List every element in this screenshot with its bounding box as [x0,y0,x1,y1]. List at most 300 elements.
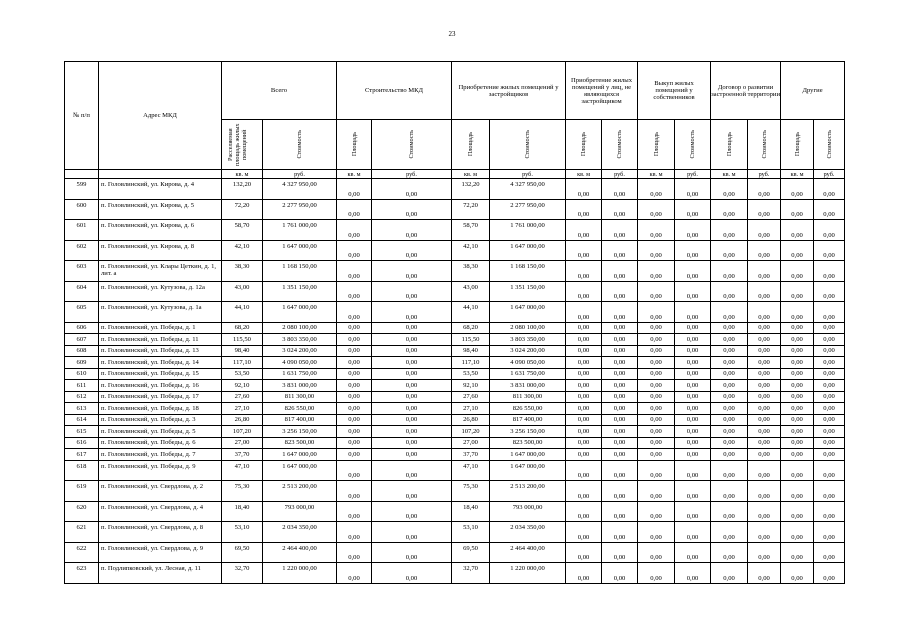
row-developer-area: 44,10 [452,302,490,323]
table-row [65,380,845,392]
row-zero: 0,00 [638,261,675,282]
subheader-cell-cost [602,120,638,170]
row-zero: 0,00 [602,449,638,461]
row-address: п. Головлинский, ул. Клары Цеткин, д. 1, лит. а [99,261,222,282]
row-total-cost: 1 761 000,00 [263,220,337,241]
row-zero: 0,00 [781,449,814,461]
row-developer-area: 53,10 [452,522,490,543]
row-zero: 0,00 [711,368,748,380]
subheader-cost: Стоимость [689,130,697,159]
row-zero: 0,00 [372,481,452,502]
subheader-cell-area [711,120,748,170]
row-zero: 0,00 [566,240,602,261]
row-zero: 0,00 [602,368,638,380]
row-zero: 0,00 [566,368,602,380]
row-total-cost: 1 647 000,00 [263,449,337,461]
row-zero: 0,00 [711,542,748,563]
row-zero: 0,00 [675,542,711,563]
row-zero: 0,00 [638,334,675,346]
row-zero: 0,00 [781,437,814,449]
row-zero: 0,00 [372,281,452,302]
row-zero: 0,00 [781,391,814,403]
row-zero: 0,00 [675,179,711,200]
row-zero: 0,00 [748,460,781,481]
row-zero: 0,00 [675,368,711,380]
row-zero: 0,00 [711,449,748,461]
table-row [65,542,845,563]
row-developer-cost: 3 831 000,00 [490,380,566,392]
row-zero: 0,00 [372,522,452,543]
row-zero: 0,00 [638,522,675,543]
row-total-cost: 1 351 150,00 [263,281,337,302]
row-zero: 0,00 [711,522,748,543]
row-zero: 0,00 [711,334,748,346]
subheader-cell-cost [675,120,711,170]
row-zero: 0,00 [566,199,602,220]
row-zero: 0,00 [638,391,675,403]
row-zero: 0,00 [711,220,748,241]
row-zero: 0,00 [814,302,845,323]
row-address: п. Головлинский, ул. Победы, д. 18 [99,403,222,415]
row-developer-cost: 1 168 150,00 [490,261,566,282]
row-zero: 0,00 [814,322,845,334]
row-total-cost: 1 647 000,00 [263,460,337,481]
row-address: п. Головлинский, ул. Победы, д. 7 [99,449,222,461]
row-zero: 0,00 [814,460,845,481]
row-number: 601 [65,220,99,241]
row-zero: 0,00 [748,220,781,241]
row-zero: 0,00 [675,449,711,461]
row-developer-cost: 4 090 050,00 [490,357,566,369]
row-total-cost: 2 277 950,00 [263,199,337,220]
row-total-cost: 3 831 000,00 [263,380,337,392]
row-total-cost: 2 513 200,00 [263,481,337,502]
table-row [65,449,845,461]
row-developer-cost: 3 024 200,00 [490,345,566,357]
row-zero: 0,00 [638,403,675,415]
table-row [65,501,845,522]
row-zero: 0,00 [781,357,814,369]
row-zero: 0,00 [675,426,711,438]
row-number: 605 [65,302,99,323]
row-total-cost: 1 631 750,00 [263,368,337,380]
header-group-construction: Строительство МКД [337,62,452,120]
table-row [65,368,845,380]
row-total-area: 68,20 [222,322,263,334]
table-header [65,62,845,179]
row-zero: 0,00 [372,357,452,369]
row-zero: 0,00 [566,345,602,357]
subheader-cell-cost [372,120,452,170]
row-zero: 0,00 [711,199,748,220]
row-zero: 0,00 [711,240,748,261]
row-zero: 0,00 [675,481,711,502]
row-zero: 0,00 [372,460,452,481]
row-zero: 0,00 [748,380,781,392]
row-zero: 0,00 [814,481,845,502]
header-group-total: Всего [222,62,337,120]
row-developer-cost: 793 000,00 [490,501,566,522]
table-row [65,334,845,346]
row-number: 616 [65,437,99,449]
row-zero: 0,00 [748,522,781,543]
row-zero: 0,00 [781,322,814,334]
row-zero: 0,00 [638,199,675,220]
row-address: п. Головлинский, ул. Свердлова, д. 9 [99,542,222,563]
subheader-cost: Стоимость [524,130,532,159]
row-zero: 0,00 [602,199,638,220]
row-developer-cost: 3 803 350,00 [490,334,566,346]
subheader-cell-cost [490,120,566,170]
row-address: п. Головлинский, ул. Победы, д. 1 [99,322,222,334]
row-zero: 0,00 [602,501,638,522]
subheader-cell-cost [263,120,337,170]
subheader-cost: Стоимость [616,130,624,159]
row-zero: 0,00 [566,481,602,502]
row-zero: 0,00 [781,179,814,200]
row-total-area: 42,10 [222,240,263,261]
subheader-area: Площадь [725,132,733,157]
row-zero: 0,00 [602,522,638,543]
row-zero: 0,00 [711,563,748,584]
row-zero: 0,00 [638,380,675,392]
row-zero: 0,00 [781,426,814,438]
row-zero: 0,00 [372,426,452,438]
row-developer-area: 72,20 [452,199,490,220]
row-zero: 0,00 [337,501,372,522]
row-zero: 0,00 [337,426,372,438]
row-address: п. Подлипковский, ул. Лесная, д. 11 [99,563,222,584]
row-zero: 0,00 [638,322,675,334]
unit-area: кв. м [222,170,263,179]
row-zero: 0,00 [566,437,602,449]
row-zero: 0,00 [748,481,781,502]
row-zero: 0,00 [337,322,372,334]
row-zero: 0,00 [602,563,638,584]
row-zero: 0,00 [781,281,814,302]
row-zero: 0,00 [675,522,711,543]
row-zero: 0,00 [748,261,781,282]
row-zero: 0,00 [781,501,814,522]
unit-empty [99,170,222,179]
row-total-area: 72,20 [222,199,263,220]
table-row [65,403,845,415]
row-developer-cost: 811 300,00 [490,391,566,403]
row-zero: 0,00 [675,261,711,282]
row-zero: 0,00 [372,380,452,392]
row-zero: 0,00 [566,501,602,522]
row-developer-area: 58,70 [452,220,490,241]
row-number: 602 [65,240,99,261]
row-zero: 0,00 [372,414,452,426]
row-zero: 0,00 [337,334,372,346]
row-zero: 0,00 [638,281,675,302]
row-zero: 0,00 [638,414,675,426]
row-zero: 0,00 [372,391,452,403]
row-zero: 0,00 [602,426,638,438]
row-zero: 0,00 [711,460,748,481]
row-zero: 0,00 [748,322,781,334]
row-zero: 0,00 [638,357,675,369]
row-zero: 0,00 [748,368,781,380]
table-row [65,357,845,369]
row-zero: 0,00 [814,449,845,461]
row-developer-area: 98,40 [452,345,490,357]
row-number: 600 [65,199,99,220]
row-zero: 0,00 [781,481,814,502]
row-total-area: 117,10 [222,357,263,369]
row-zero: 0,00 [638,460,675,481]
unit-area: кв. м [638,170,675,179]
unit-rub: руб. [748,170,781,179]
row-zero: 0,00 [372,345,452,357]
row-zero: 0,00 [372,322,452,334]
row-zero: 0,00 [566,179,602,200]
row-developer-area: 92,10 [452,380,490,392]
row-zero: 0,00 [372,449,452,461]
row-developer-area: 53,50 [452,368,490,380]
unit-empty [65,170,99,179]
row-developer-cost: 1 647 000,00 [490,240,566,261]
unit-row [65,170,845,179]
unit-area: кв. м [711,170,748,179]
row-number: 614 [65,414,99,426]
row-zero: 0,00 [566,261,602,282]
table-row [65,220,845,241]
unit-rub: руб. [675,170,711,179]
row-total-area: 75,30 [222,481,263,502]
row-address: п. Головлинский, ул. Победы, д. 17 [99,391,222,403]
row-zero: 0,00 [814,403,845,415]
table-row [65,522,845,543]
row-address: п. Головлинский, ул. Победы, д. 11 [99,334,222,346]
row-zero: 0,00 [337,449,372,461]
row-zero: 0,00 [638,437,675,449]
row-zero: 0,00 [337,542,372,563]
row-developer-cost: 2 513 200,00 [490,481,566,502]
row-number: 617 [65,449,99,461]
row-address: п. Головлинский, ул. Свердлова, д. 8 [99,522,222,543]
row-zero: 0,00 [602,391,638,403]
row-developer-cost: 2 464 400,00 [490,542,566,563]
subheader-cell-area [222,120,263,170]
row-zero: 0,00 [638,563,675,584]
row-zero: 0,00 [602,542,638,563]
row-zero: 0,00 [602,322,638,334]
row-total-cost: 811 300,00 [263,391,337,403]
table-row [65,426,845,438]
row-zero: 0,00 [711,403,748,415]
row-developer-area: 32,70 [452,563,490,584]
table-row [65,281,845,302]
table-row [65,240,845,261]
row-zero: 0,00 [566,426,602,438]
row-zero: 0,00 [675,403,711,415]
row-zero: 0,00 [566,380,602,392]
subheader-cell-cost [748,120,781,170]
row-zero: 0,00 [814,426,845,438]
row-developer-cost: 826 550,00 [490,403,566,415]
row-address: п. Головлинский, ул. Кирова, д. 6 [99,220,222,241]
row-developer-cost: 1 647 000,00 [490,460,566,481]
row-zero: 0,00 [814,345,845,357]
row-address: п. Головлинский, ул. Кирова, д. 4 [99,179,222,200]
row-zero: 0,00 [675,281,711,302]
row-zero: 0,00 [566,563,602,584]
header-group-non-developer: Приобретение жилых помещений у лиц, не являющихся застройщиком [566,62,638,120]
row-address: п. Головлинский, ул. Победы, д. 14 [99,357,222,369]
row-zero: 0,00 [602,281,638,302]
table-row [65,437,845,449]
row-zero: 0,00 [337,345,372,357]
row-zero: 0,00 [337,380,372,392]
row-total-cost: 1 647 000,00 [263,240,337,261]
row-zero: 0,00 [372,563,452,584]
row-zero: 0,00 [337,179,372,200]
row-developer-cost: 1 220 000,00 [490,563,566,584]
row-developer-cost: 817 400,00 [490,414,566,426]
row-total-area: 115,50 [222,334,263,346]
row-zero: 0,00 [372,334,452,346]
row-zero: 0,00 [602,380,638,392]
row-zero: 0,00 [337,240,372,261]
row-zero: 0,00 [711,322,748,334]
row-zero: 0,00 [711,281,748,302]
row-total-cost: 793 000,00 [263,501,337,522]
subheader-cost: Стоимость [825,130,833,159]
row-zero: 0,00 [814,179,845,200]
row-number: 609 [65,357,99,369]
row-zero: 0,00 [675,240,711,261]
row-developer-area: 43,00 [452,281,490,302]
row-zero: 0,00 [748,403,781,415]
row-zero: 0,00 [781,414,814,426]
row-zero: 0,00 [748,437,781,449]
table-row [65,391,845,403]
page-number: 23 [448,30,456,38]
row-developer-cost: 2 277 950,00 [490,199,566,220]
row-total-cost: 4 090 050,00 [263,357,337,369]
subheader-area: Площадь [467,132,475,157]
row-zero: 0,00 [814,501,845,522]
row-zero: 0,00 [337,220,372,241]
row-zero: 0,00 [748,334,781,346]
row-zero: 0,00 [602,414,638,426]
row-total-cost: 3 803 350,00 [263,334,337,346]
row-zero: 0,00 [337,403,372,415]
row-developer-area: 75,30 [452,481,490,502]
row-zero: 0,00 [602,261,638,282]
unit-rub: руб. [490,170,566,179]
row-number: 619 [65,481,99,502]
row-zero: 0,00 [814,220,845,241]
row-zero: 0,00 [814,563,845,584]
row-zero: 0,00 [711,414,748,426]
row-zero: 0,00 [638,302,675,323]
unit-rub: руб. [602,170,638,179]
row-total-area: 107,20 [222,426,263,438]
row-number: 618 [65,460,99,481]
row-total-area: 69,50 [222,542,263,563]
row-zero: 0,00 [337,437,372,449]
row-zero: 0,00 [748,345,781,357]
row-developer-area: 26,80 [452,414,490,426]
row-zero: 0,00 [711,179,748,200]
row-zero: 0,00 [566,414,602,426]
row-zero: 0,00 [337,481,372,502]
row-developer-area: 27,10 [452,403,490,415]
row-zero: 0,00 [675,414,711,426]
row-total-cost: 823 500,00 [263,437,337,449]
table-row [65,322,845,334]
header-group-development: Договор о развитии застроенной территории [711,62,781,120]
row-address: п. Головлинский, ул. Победы, д. 3 [99,414,222,426]
row-zero: 0,00 [711,437,748,449]
row-zero: 0,00 [337,357,372,369]
subheader-cell-area [638,120,675,170]
row-zero: 0,00 [566,322,602,334]
row-total-cost: 2 034 350,00 [263,522,337,543]
row-address: п. Головлинский, ул. Свердлова, д. 2 [99,481,222,502]
row-zero: 0,00 [638,481,675,502]
row-total-area: 27,60 [222,391,263,403]
row-zero: 0,00 [748,240,781,261]
row-zero: 0,00 [566,403,602,415]
row-zero: 0,00 [814,542,845,563]
row-total-area: 53,10 [222,522,263,543]
row-zero: 0,00 [781,199,814,220]
row-zero: 0,00 [638,240,675,261]
row-zero: 0,00 [602,179,638,200]
row-zero: 0,00 [638,220,675,241]
row-zero: 0,00 [566,460,602,481]
row-zero: 0,00 [748,414,781,426]
row-zero: 0,00 [814,437,845,449]
header-group-buyout: Выкуп жилых помещений у собственников [638,62,711,120]
row-number: 606 [65,322,99,334]
row-zero: 0,00 [675,563,711,584]
row-developer-area: 42,10 [452,240,490,261]
row-zero: 0,00 [638,345,675,357]
row-address: п. Головлинский, ул. Победы, д. 13 [99,345,222,357]
row-developer-area: 27,00 [452,437,490,449]
subheader-cell-area [566,120,602,170]
row-total-area: 27,10 [222,403,263,415]
row-zero: 0,00 [748,563,781,584]
row-address: п. Головлинский, ул. Свердлова, д. 4 [99,501,222,522]
row-zero: 0,00 [675,391,711,403]
row-developer-area: 27,60 [452,391,490,403]
row-total-cost: 826 550,00 [263,403,337,415]
table-body [65,179,845,584]
row-number: 608 [65,345,99,357]
row-zero: 0,00 [372,179,452,200]
row-zero: 0,00 [372,199,452,220]
row-zero: 0,00 [372,220,452,241]
row-total-cost: 1 647 000,00 [263,302,337,323]
subheader-area: Площадь [793,132,801,157]
row-zero: 0,00 [337,261,372,282]
row-total-cost: 2 464 400,00 [263,542,337,563]
row-zero: 0,00 [748,179,781,200]
subheader-cell-area [781,120,814,170]
row-zero: 0,00 [638,426,675,438]
row-zero: 0,00 [781,240,814,261]
row-zero: 0,00 [781,460,814,481]
header-address: Адрес МКД [99,62,222,170]
row-number: 620 [65,501,99,522]
row-zero: 0,00 [781,261,814,282]
